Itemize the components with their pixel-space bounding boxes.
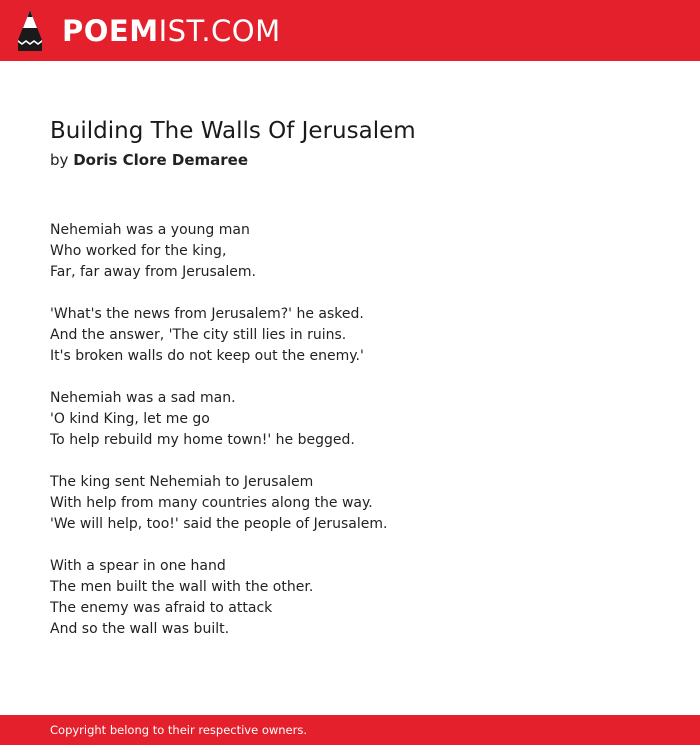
site-header <box>0 0 700 61</box>
logo-bold-text: POEM <box>62 14 159 48</box>
poem-line: Nehemiah was a sad man. <box>50 390 236 406</box>
poem-line: 'O kind King, let me go <box>50 411 210 427</box>
pencil-tip-icon[interactable] <box>18 10 42 51</box>
site-footer <box>0 715 700 745</box>
poem-stanza <box>50 472 670 535</box>
poem-line: The men built the wall with the other. <box>50 579 314 595</box>
poem-stanza <box>50 220 670 283</box>
poem-line: And the answer, 'The city still lies in ruins. <box>50 327 347 343</box>
logo-light-text: IST.COM <box>158 14 281 48</box>
by-label: by <box>50 151 69 169</box>
poem-line: The enemy was afraid to attack <box>50 600 273 616</box>
poem-line: Far, far away from Jerusalem. <box>50 264 256 280</box>
poem-content <box>50 114 670 661</box>
poem-line: 'What's the news from Jerusalem?' he asked. <box>50 306 364 322</box>
poem-stanza <box>50 388 670 451</box>
site-logo[interactable] <box>62 13 281 49</box>
poem-line: With a spear in one hand <box>50 558 226 574</box>
copyright-text: Copyright belong to their respective owners. <box>50 723 308 737</box>
poem-line: It's broken walls do not keep out the enemy.' <box>50 348 364 364</box>
poem-author: Doris Clore Demaree <box>73 151 249 169</box>
poem-body <box>50 220 670 640</box>
poem-stanza <box>50 304 670 367</box>
poem-byline <box>50 149 670 171</box>
poem-stanza <box>50 556 670 640</box>
poem-line: To help rebuild my home town!' he begged. <box>50 432 355 448</box>
poem-line: 'We will help, too!' said the people of Jerusalem. <box>50 516 388 532</box>
poem-line: The king sent Nehemiah to Jerusalem <box>50 474 314 490</box>
poem-line: Nehemiah was a young man <box>50 222 250 238</box>
poem-title: Building The Walls Of Jerusalem <box>50 118 416 144</box>
poem-line: Who worked for the king, <box>50 243 227 259</box>
poem-line: With help from many countries along the way. <box>50 495 373 511</box>
poem-line: And so the wall was built. <box>50 621 230 637</box>
